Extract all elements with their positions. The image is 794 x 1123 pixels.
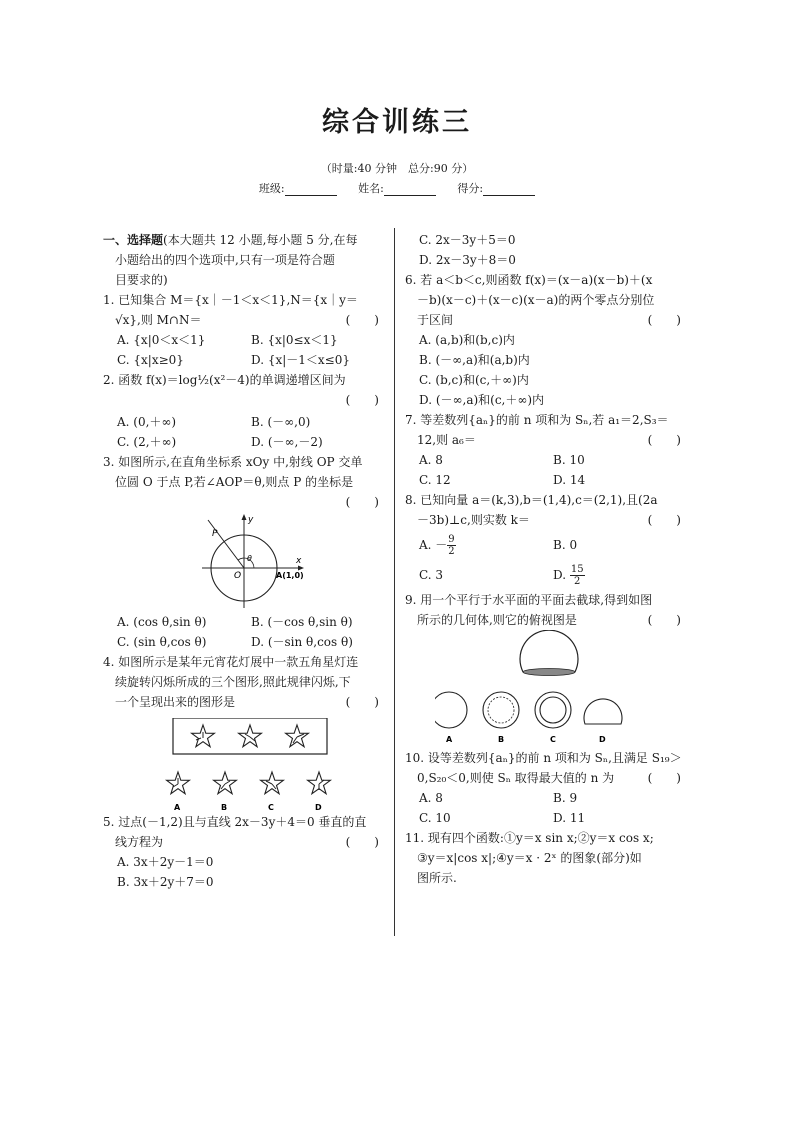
answer-paren[interactable]: ( ) <box>345 313 379 327</box>
q5-stem: 5. 过点(－1,2)且与直线 2x－3y＋4＝0 垂直的直 <box>103 815 367 829</box>
option[interactable]: B. 0 <box>553 538 578 552</box>
view-a[interactable] <box>435 692 467 728</box>
score-field[interactable] <box>483 184 535 196</box>
unit-circle-diagram <box>198 512 308 610</box>
answer-paren[interactable]: ( ) <box>647 613 681 627</box>
option[interactable]: B. 3x＋2y＋7＝0 <box>117 875 214 889</box>
label-b: B <box>498 735 505 744</box>
q7-stem: 7. 等差数列{aₙ}的前 n 项和为 Sₙ,若 a₁＝2,S₃＝ <box>405 413 669 427</box>
q8-options-1 <box>405 530 687 560</box>
column-divider <box>394 228 395 936</box>
answer-paren[interactable]: ( ) <box>345 495 379 509</box>
label-p: P <box>212 529 218 539</box>
star-figure <box>148 718 338 814</box>
q7-options-1 <box>405 450 687 470</box>
option[interactable]: C. (b,c)和(c,＋∞)内 <box>419 373 529 387</box>
option[interactable]: B. (－cos θ,sin θ) <box>251 615 353 629</box>
option[interactable]: B. (－∞,0) <box>251 415 311 429</box>
star-2 <box>239 725 262 747</box>
option[interactable]: C. 3 <box>419 568 444 582</box>
option[interactable]: C. 10 <box>419 811 451 825</box>
q1-options-1 <box>103 330 385 350</box>
section-desc-end: 目要求的) <box>115 273 168 287</box>
q6-stem-2: －b)(x－c)＋(x－c)(x－a)的两个零点分别位 <box>417 293 655 307</box>
option-star-b[interactable] <box>214 772 237 794</box>
option[interactable]: A. 3x＋2y－1＝0 <box>117 855 214 869</box>
q3-stem-2: 位圆 O 于点 P,若∠AOP＝θ,则点 P 的坐标是 <box>115 475 354 489</box>
truncated-sphere <box>520 630 578 672</box>
q8-stem-2: －3b)⊥c,则实数 k＝ ( ) <box>405 510 687 530</box>
option[interactable]: D. {x|－1＜x≤0} <box>251 353 350 367</box>
q6-stem: 6. 若 a＜b＜c,则函数 f(x)＝(x－a)(x－b)＋(x <box>405 273 653 287</box>
left-column <box>103 230 385 892</box>
option[interactable]: A. 8 <box>419 453 443 467</box>
y-arrow <box>242 514 247 520</box>
x-arrow <box>298 566 304 571</box>
option-star-c[interactable] <box>261 772 284 794</box>
q3-stem: 3. 如图所示,在直角坐标系 xOy 中,射线 OP 交单 <box>103 455 363 469</box>
answer-paren[interactable]: ( ) <box>647 433 681 447</box>
label-c: C <box>268 803 274 812</box>
option-star-d[interactable] <box>308 772 331 794</box>
view-b-inner <box>488 697 514 723</box>
class-field[interactable] <box>285 184 337 196</box>
view-c-inner <box>540 697 566 723</box>
q9-figure <box>405 630 687 748</box>
q9-stem-2: 所示的几何体,则它的俯视图是 ( ) <box>405 610 687 630</box>
answer-paren[interactable]: ( ) <box>647 771 681 785</box>
q2-options-1 <box>103 412 385 432</box>
label-x: x <box>296 556 302 566</box>
star-1 <box>192 725 215 747</box>
option[interactable]: B. (－∞,a)和(a,b)内 <box>419 353 530 367</box>
label-a: A <box>446 735 453 744</box>
truncated-sphere-figure <box>435 630 675 748</box>
q6-stem-3: 于区间 ( ) <box>405 310 687 330</box>
q2-options-2 <box>103 432 385 452</box>
q7-options-2 <box>405 470 687 490</box>
option[interactable]: D. 14 <box>553 473 586 487</box>
option[interactable]: D. (－∞,a)和(c,＋∞)内 <box>419 393 545 407</box>
option[interactable]: D. (－sin θ,cos θ) <box>251 635 353 649</box>
option[interactable]: D. (－∞,－2) <box>251 435 323 449</box>
view-d[interactable] <box>584 699 622 724</box>
label-d: D <box>315 803 322 812</box>
q1-stem: 1. 已知集合 M＝{x｜－1＜x＜1},N＝{x｜y＝ <box>103 293 358 307</box>
answer-paren[interactable]: ( ) <box>345 695 379 709</box>
star-3 <box>286 725 309 747</box>
option[interactable]: C. 2x－3y＋5＝0 <box>419 233 516 247</box>
q5-stem-2: 线方程为 ( ) <box>103 832 385 852</box>
option[interactable]: B. 9 <box>553 791 578 805</box>
q4-figure <box>103 712 385 812</box>
option[interactable]: C. {x|x≥0} <box>117 353 184 367</box>
page-title: 综合训练三 <box>322 107 472 138</box>
answer-paren[interactable]: ( ) <box>345 835 379 849</box>
section-desc: 小题给出的四个选项中,只有一项是符合题 <box>115 253 335 267</box>
label-theta: θ <box>247 554 252 563</box>
exam-meta: （时量:40 分钟 总分:90 分） <box>320 162 474 175</box>
answer-paren[interactable]: ( ) <box>647 313 681 327</box>
q9-stem: 9. 用一个平行于水平面的平面去截球,得到如图 <box>405 593 653 607</box>
q1-stem-2: √x},则 M∩N＝ ( ) <box>103 310 385 330</box>
section-heading: 一、选择题(本大题共 12 小题,每小题 5 分,在每 <box>103 233 358 247</box>
q8-stem: 8. 已知向量 a＝(k,3),b＝(1,4),c＝(2,1),且(2a <box>405 493 658 507</box>
q11-stem: 11. 现有四个函数:①y＝x sin x;②y＝x cos x; <box>405 831 654 845</box>
q10-stem-2: 0,S₂₀＜0,则使 Sₙ 取得最大值的 n 为 ( ) <box>405 768 687 788</box>
option[interactable]: B. {x|0≤x＜1} <box>251 333 338 347</box>
q10-stem: 10. 设等差数列{aₙ}的前 n 项和为 Sₙ,且满足 S₁₉＞ <box>405 751 682 765</box>
label-b: B <box>221 803 228 812</box>
q3-options-2 <box>103 632 385 652</box>
option[interactable]: C. (sin θ,cos θ) <box>117 635 207 649</box>
cut-face <box>523 669 575 676</box>
option[interactable]: D. $\frac{15}{2}$ <box>553 563 584 587</box>
q3-paren-line <box>103 492 385 512</box>
student-info <box>0 180 794 196</box>
option[interactable]: A. (a,b)和(b,c)内 <box>419 333 515 347</box>
name-field[interactable] <box>384 184 436 196</box>
score-label: 得分: <box>457 182 484 195</box>
option[interactable]: A. (cos θ,sin θ) <box>117 615 207 629</box>
q10-options-1 <box>405 788 687 808</box>
answer-paren[interactable]: ( ) <box>647 513 681 527</box>
option[interactable]: A. (0,＋∞) <box>117 415 177 429</box>
q4-stem: 4. 如图所示是某年元宵花灯展中一款五角星灯连 <box>103 655 359 669</box>
option[interactable]: C. (2,＋∞) <box>117 435 177 449</box>
q10-options-2 <box>405 808 687 828</box>
q2-stem: 2. 函数 f(x)＝log½(x²－4)的单调递增区间为 <box>103 373 346 387</box>
label-d: D <box>599 735 606 744</box>
option[interactable]: B. 10 <box>553 453 585 467</box>
class-label: 班级: <box>258 182 285 195</box>
ray-op <box>208 520 244 568</box>
option[interactable]: C. 12 <box>419 473 451 487</box>
label-a: A <box>174 803 181 812</box>
label-o: O <box>234 571 242 581</box>
q3-options-1 <box>103 612 385 632</box>
label-a: A(1,0) <box>276 571 304 580</box>
answer-paren[interactable]: ( ) <box>345 393 379 407</box>
option[interactable]: A. 8 <box>419 791 443 805</box>
option[interactable]: A. {x|0＜x＜1} <box>117 333 206 347</box>
right-column <box>405 230 687 888</box>
option[interactable]: A. － $\frac{9}{2}$ <box>419 533 455 557</box>
q1-options-2 <box>103 350 385 370</box>
q3-figure <box>103 512 385 612</box>
option-star-a[interactable] <box>167 772 190 794</box>
option[interactable]: D. 2x－3y＋8＝0 <box>419 253 516 267</box>
q7-stem-2: 12,则 a₆＝ ( ) <box>405 430 687 450</box>
q4-stem-3: 一个呈现出来的图形是 ( ) <box>103 692 385 712</box>
q2-paren-line <box>103 390 385 410</box>
q11-stem-2: ③y＝x|cos x|;④y＝x · 2ˣ 的图象(部分)如 <box>417 851 642 865</box>
q11-stem-3: 图所示. <box>417 871 457 885</box>
label-c: C <box>550 735 556 744</box>
q4-stem-2: 续旋转闪烁所成的三个图形,照此规律闪烁,下 <box>115 675 351 689</box>
q8-options-2 <box>405 560 687 590</box>
option[interactable]: D. 11 <box>553 811 586 825</box>
label-y: y <box>248 515 254 525</box>
name-label: 姓名: <box>358 182 384 195</box>
